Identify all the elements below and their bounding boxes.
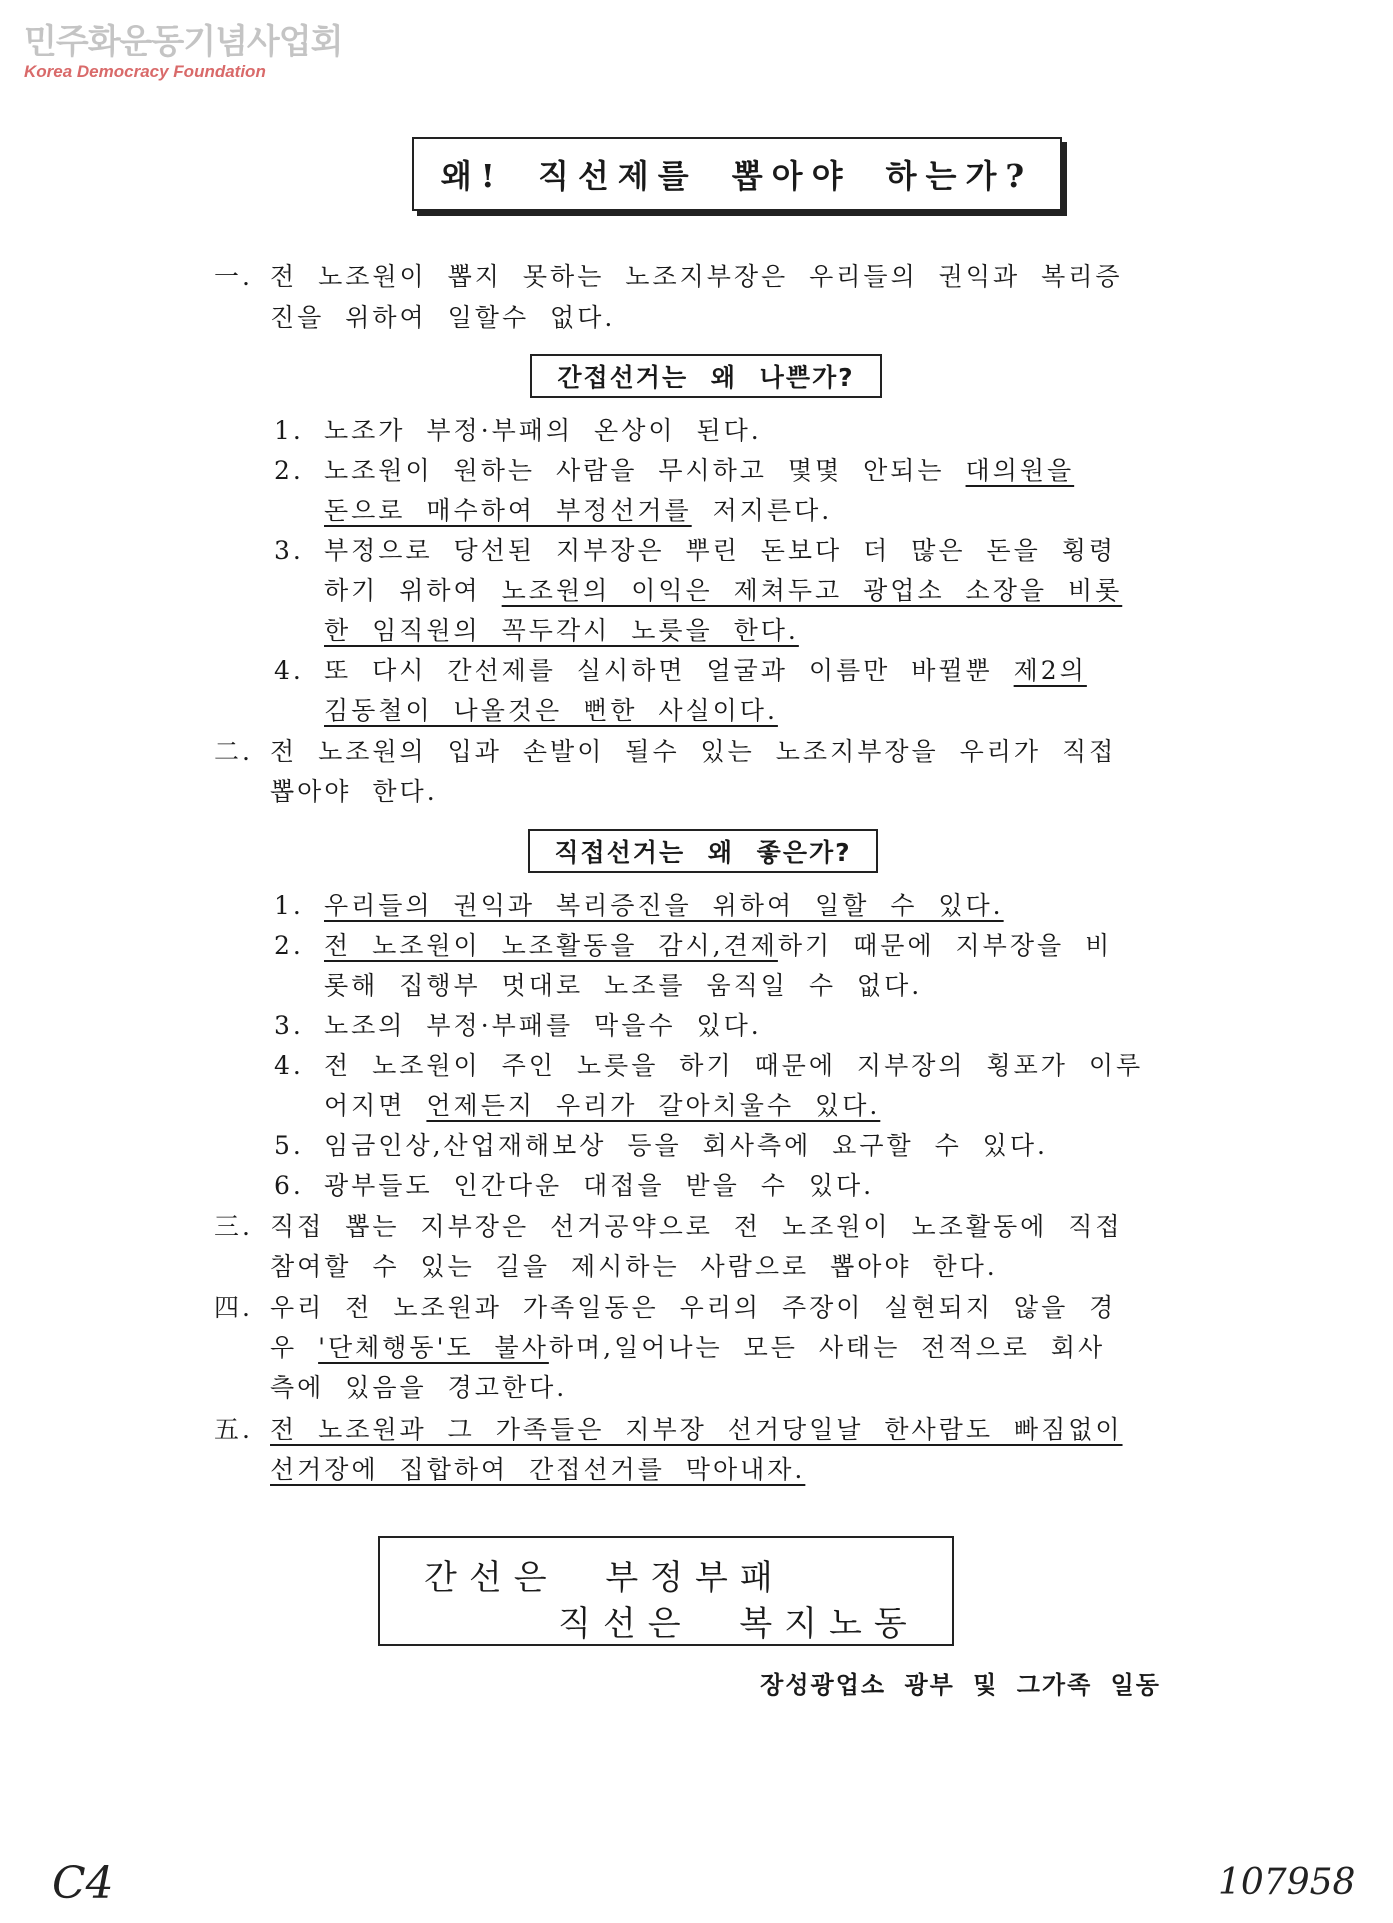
logo-english: Korea Democracy Foundation [24,62,266,81]
section4-line1: 우리 전 노조원과 가족일동은 우리의 주장이 실현되지 않을 경 [270,1293,1117,1322]
bad-item3-line1: 부정으로 당선된 지부장은 뿌린 돈보다 더 많은 돈을 횡령 [324,536,1117,565]
bad-item2-number: 2. [274,456,304,485]
subheading-direct-election: 직접선거는 왜 좋은가? [528,829,878,873]
good-item5-number: 5. [274,1131,304,1160]
bad-item4-line1 [324,656,1087,686]
good-item5-text: 임금인상,산업재해보상 등을 회사측에 요구할 수 있다. [324,1131,1048,1160]
slogan-line2: 직선은 복지노동 [558,1604,919,1644]
good-item4-line2 [324,1091,880,1121]
section4-marker: 四. [214,1293,253,1322]
page-title: 왜! 직선제를 뽑아야 하는가? [412,137,1062,211]
good-item4b-text: 어지면 [324,1091,406,1120]
section1-line1: 전 노조원이 뽑지 못하는 노조지부장은 우리들의 권익과 복리증 [270,262,1123,291]
handwritten-archive-number: 107958 [1218,1862,1356,1903]
bad-item3b-text: 하기 위하여 [324,576,481,605]
good-item1-number: 1. [274,891,304,920]
bad-item2-line1 [324,456,1074,486]
bad-item2-text: 노조원이 원하는 사람을 무시하고 몇몇 안되는 [324,456,945,485]
good-item2-line2: 롯해 집행부 멋대로 노조를 움직일 수 없다. [324,971,923,1000]
logo-korean: 민주화운동기념사업회 [24,22,343,62]
section4-line2-prefix: 우 [270,1333,298,1362]
bad-item4-text: 또 다시 간선제를 실시하면 얼굴과 이름만 바뀔뿐 [324,656,993,685]
section4-line2 [270,1333,1105,1363]
good-item2-underline: 전 노조원이 노조활동을 감시,견제 [324,931,778,960]
good-item4-line1: 전 노조원이 주인 노릇을 하기 때문에 지부장의 횡포가 이루 [324,1051,1144,1080]
section3-line2: 참여할 수 있는 길을 제시하는 사람으로 뽑아야 한다. [270,1252,998,1281]
good-item2-number: 2. [274,931,304,960]
good-item4b-underline: 언제든지 우리가 갈아치울수 있다. [426,1091,881,1120]
good-item4-number: 4. [274,1051,304,1080]
bad-item1-text: 노조가 부정·부패의 온상이 된다. [324,416,762,445]
slogan-box [378,1536,954,1646]
section2-line1: 전 노조원의 입과 손발이 될수 있는 노조지부장을 우리가 직접 [270,737,1117,766]
bad-item1-number: 1. [274,416,304,445]
good-item6-number: 6. [274,1171,304,1200]
section3-marker: 三. [214,1212,253,1241]
bad-item3-number: 3. [274,536,304,565]
section4-underline: '단체행동'도 불사 [318,1333,549,1362]
section3-line1: 직접 뽑는 지부장은 선거공약으로 전 노조원이 노조활동에 직접 [270,1212,1123,1241]
good-item2-text: 하기 때문에 지부장을 비 [777,931,1113,960]
bad-item3-line3: 한 임직원의 꼭두각시 노릇을 한다. [324,616,799,645]
bad-item3-line2 [324,576,1122,606]
handwritten-note-left: C4 [52,1858,114,1909]
section4-line2-rest: 하며,일어나는 모든 사태는 전적으로 회사 [548,1333,1106,1362]
section4-line3: 측에 있음을 경고한다. [270,1373,568,1402]
section5-marker: 五. [214,1415,253,1444]
bad-item4-underline: 제2의 [1013,656,1087,685]
good-item1-text: 우리들의 권익과 복리증진을 위하여 일할 수 있다. [324,891,1004,920]
foundation-logo [24,22,342,82]
bad-item3b-underline: 노조원의 이익은 제쳐두고 광업소 소장을 비롯 [501,576,1123,605]
bad-item4-line2: 김동철이 나올것은 뻔한 사실이다. [324,696,778,725]
section2-marker: 二. [214,737,253,766]
bad-item2-underline: 대의원을 [965,456,1075,485]
bad-item2-line2 [324,496,832,526]
section5-line2: 선거장에 집합하여 간접선거를 막아내자. [270,1455,806,1484]
section2-line2: 뽑아야 한다. [270,777,438,806]
section1-line2: 진을 위하여 일할수 없다. [270,303,616,332]
bad-item2b-text: 저지른다. [712,496,833,525]
good-item6-text: 광부들도 인간다운 대접을 받을 수 있다. [324,1171,875,1200]
section5-line1: 전 노조원과 그 가족들은 지부장 선거당일날 한사람도 빠짐없이 [270,1415,1123,1444]
section1-marker: 一. [214,262,253,291]
signature: 장성광업소 광부 및 그가족 일동 [760,1671,1161,1699]
good-item2-line1 [324,931,1112,961]
bad-item4-number: 4. [274,656,304,685]
good-item3-text: 노조의 부정·부패를 막을수 있다. [324,1011,762,1040]
good-item3-number: 3. [274,1011,304,1040]
subheading-indirect-election: 간접선거는 왜 나쁜가? [530,354,882,398]
bad-item2b-underline: 돈으로 매수하여 부정선거를 [324,496,692,525]
slogan-line1: 간선은 부정부패 [424,1558,785,1598]
